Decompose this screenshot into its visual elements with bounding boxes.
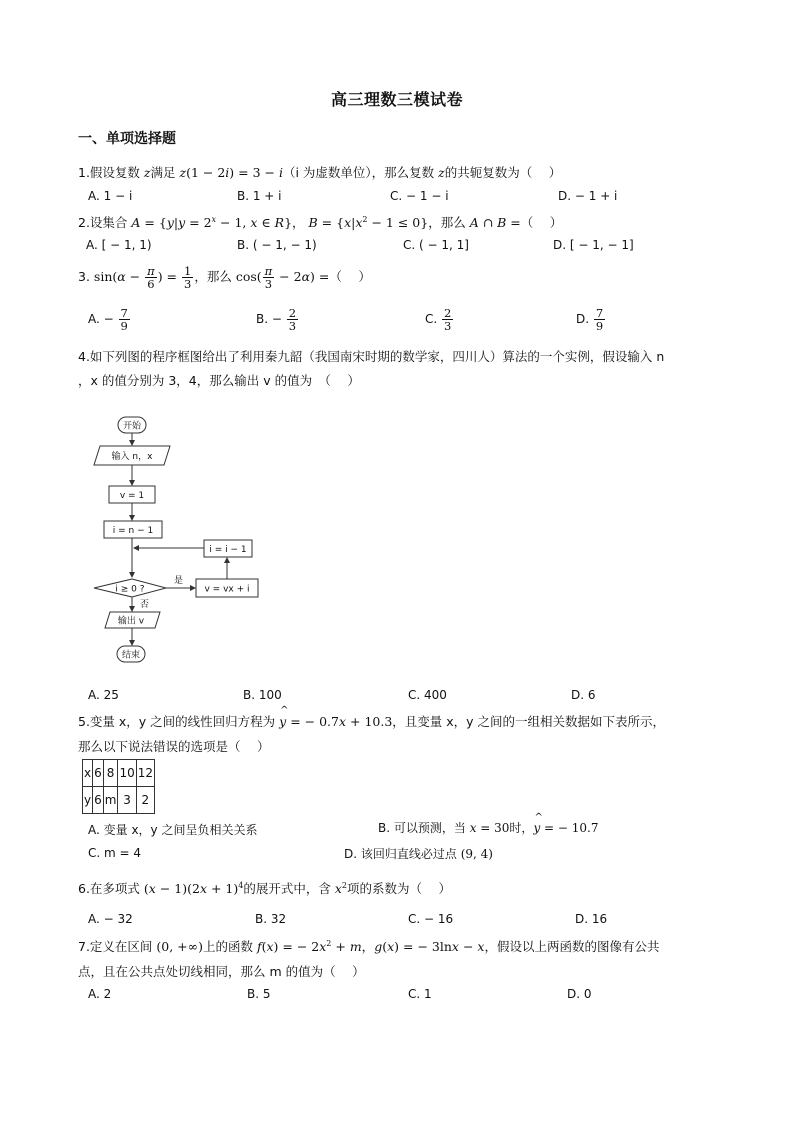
question-1: 1.假设复数 z满足 z(1 − 2i) = 3 − i（i 为虚数单位），那么复数 z的共轭复数为（ ）: [78, 165, 562, 180]
q2-option-b: B. ( − 1, − 1): [237, 238, 317, 252]
q1-option-a: A. 1 − i: [88, 189, 133, 203]
svg-text:i = n − 1: i = n − 1: [112, 526, 154, 536]
svg-text:否: 否: [140, 600, 150, 610]
q3-option-d: D. $\frac{7}{9}$: [576, 306, 604, 333]
q5-option-d: D. 该回归直线必过点 (9, 4): [344, 847, 493, 861]
q4-option-d: D. 6: [571, 688, 596, 702]
q5-line-1: 5.变量 x，y 之间的线性回归方程为 ^ y = − 0.7x + 10.3，且变量 x，y 之间的一组相关数据如下表所示，: [78, 712, 665, 730]
q5-data-table: [82, 759, 155, 814]
q7-option-a: A. 2: [88, 987, 112, 1001]
q5-line-2: 那么以下说法错误的选项是（ ）: [78, 739, 270, 754]
q5-option-a: A. 变量 x，y 之间呈负相关关系: [88, 823, 258, 837]
q7-line-2: 点，且在公共点处切线相同，那么 m 的值为（ ）: [78, 964, 365, 979]
svg-text:v = 1: v = 1: [119, 491, 145, 501]
q7-option-b: B. 5: [247, 987, 271, 1001]
q4-option-c: C. 400: [408, 688, 447, 702]
q3-text-c: （ ）: [329, 269, 371, 284]
section-heading: 一、单项选择题: [78, 131, 176, 147]
q4-line-2: ，x 的值分别为 3，4，那么输出 v 的值为 （ ）: [78, 373, 360, 388]
q7-option-d: D. 0: [567, 987, 592, 1001]
svg-text:是: 是: [174, 576, 184, 586]
q2-option-c: C. ( − 1, 1]: [403, 238, 469, 252]
question-3: 3. sin(α − $\frac{\pi}{6}$ ) = $\frac{1}{3}$ ，那么 cos( $\frac{\pi}{3}$ − 2α) =（ ）: [78, 264, 371, 291]
q5-option-c: C. m = 4: [88, 846, 142, 860]
q4-option-b: B. 100: [243, 688, 282, 702]
q2-text-c: （ ）: [520, 215, 563, 230]
question-6: 6.在多项式 $(x - 1)(2x + 1)^4$的展开式中，含 $x^2$项的系数为（ ）: [78, 880, 451, 896]
svg-text:i = i − 1: i = i − 1: [209, 545, 247, 555]
q1-text-c: （i 为虚数单位），那么复数: [282, 165, 439, 180]
q2-text-b: ，那么: [428, 215, 470, 230]
q2-text-a: 2.设集合: [78, 215, 132, 230]
q2-option-a: A. [ − 1, 1): [86, 238, 152, 252]
q6-option-c: C. − 16: [408, 912, 454, 926]
question-2: 2.设集合 $A = \{y|y = 2^x - 1$, x ∈ R}， $B = \{x|x^2 - 1 \le 0\}$，那么 A ∩ B =（ ）: [78, 214, 563, 230]
q3-option-a: A. − $\frac{7}{9}$: [88, 306, 128, 333]
q3-text-a: 3.: [78, 269, 94, 284]
svg-text:i ≥ 0 ?: i ≥ 0 ?: [115, 584, 145, 595]
q3-text-b: ，那么: [194, 269, 236, 284]
q2-option-d: D. [ − 1, − 1]: [553, 238, 634, 252]
q1-option-d: D. − 1 + i: [558, 189, 618, 203]
svg-text:结束: 结束: [121, 650, 141, 661]
q7-option-c: C. 1: [408, 987, 432, 1001]
svg-text:输入 n，x: 输入 n，x: [111, 452, 153, 462]
q1-option-c: C. − 1 − i: [390, 189, 449, 203]
q3-option-c: C. $\frac{2}{3}$: [425, 306, 452, 333]
q1-option-b: B. 1 + i: [237, 189, 282, 203]
exam-title: 高三理数三模试卷: [330, 90, 463, 109]
q1-text-b: 满足: [150, 165, 180, 180]
q5-option-b: B. 可以预测，当 x = 30时，^ y = − 10.7: [378, 819, 599, 836]
q4-line-1: 4.如下列图的程序框图给出了利用秦九韶（我国南宋时期的数学家，四川人）算法的一个实例，假设输入 n: [78, 349, 665, 364]
table-row: y 6 m 3 2: [83, 787, 155, 814]
table-row: x 6 8 10 12: [83, 760, 155, 787]
q1-text-a: 1.假设复数: [78, 165, 144, 180]
q6-option-a: A. − 32: [88, 912, 133, 926]
svg-text:开始: 开始: [122, 421, 142, 432]
q1-text-d: 的共轭复数为（ ）: [444, 165, 562, 180]
q3-option-b: B. − $\frac{2}{3}$: [256, 306, 297, 333]
flowchart: [88, 412, 278, 664]
q7-line-1: 7.定义在区间 (0, +∞)上的函数 f(x) = − $2x^2 + m$，g(x) = − 3lnx − x，假设以上两函数的图像有公共: [78, 938, 660, 954]
q6-option-b: B. 32: [255, 912, 287, 926]
svg-text:输出 v: 输出 v: [117, 616, 145, 627]
svg-text:v = vx + i: v = vx + i: [204, 584, 250, 595]
q6-option-d: D. 16: [575, 912, 608, 926]
q4-option-a: A. 25: [88, 688, 119, 702]
